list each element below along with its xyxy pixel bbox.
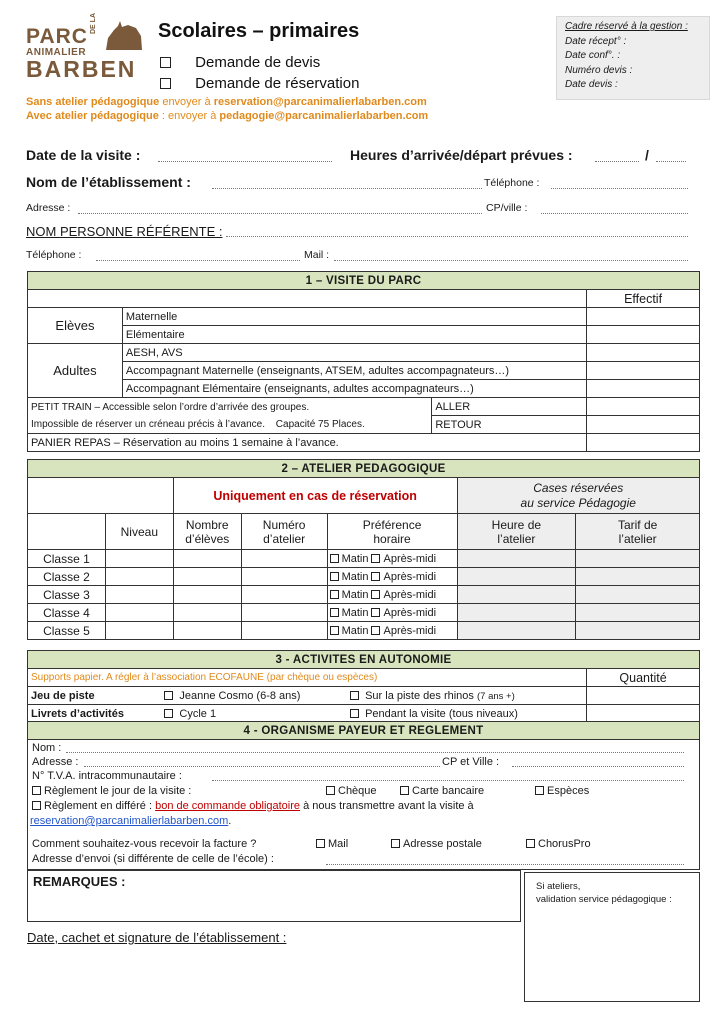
table-row: [28, 550, 700, 568]
payment-deferred: Règlement en différé : bon de commande obligatoire à nous transmettre avant la visite à: [32, 800, 474, 812]
effectif-cell[interactable]: [587, 326, 700, 344]
management-line: Date récept° :: [565, 35, 627, 47]
address-label: Adresse :: [26, 202, 71, 214]
checkbox-quote[interactable]: [160, 57, 171, 68]
checkbox-matin[interactable]: [330, 626, 339, 635]
checkbox-invoice-chorus[interactable]: [526, 839, 535, 848]
jeu-option-1: Jeanne Cosmo (6-8 ans): [161, 687, 347, 705]
row-acc-elementaire: Accompagnant Elémentaire (enseignants, adultes accompagnateurs…): [122, 380, 586, 398]
checkbox-cheque[interactable]: [326, 786, 335, 795]
section1-table: [27, 271, 700, 452]
checkbox-apres-midi[interactable]: [371, 572, 380, 581]
invoice-address-label: Adresse d’envoi (si différente de celle de l’école) :: [32, 853, 274, 865]
departure-field[interactable]: [656, 152, 686, 162]
checkbox-rhinos[interactable]: [350, 691, 359, 700]
checkbox-reservation[interactable]: [160, 78, 171, 89]
checkbox-matin[interactable]: [330, 590, 339, 599]
jeu-label: Jeu de piste: [28, 687, 162, 705]
logo-animalier: ANIMALIER: [26, 47, 87, 58]
invoice-question: Comment souhaitez-vous recevoir la facture ?: [32, 838, 257, 850]
eleves-label: Elèves: [28, 308, 123, 344]
table-row: [28, 622, 700, 640]
payment-day: Règlement le jour de la visite :: [32, 785, 191, 797]
management-line: Numéro devis :: [565, 64, 633, 76]
table-row: [28, 586, 700, 604]
header-numero: Numéro d’atelier: [241, 514, 327, 550]
livrets-label: Livrets d’activités: [28, 705, 162, 723]
checkbox-invoice-postale[interactable]: [391, 839, 400, 848]
visit-date-field[interactable]: [158, 152, 332, 162]
class-label: Classe 3: [28, 586, 106, 604]
header-preference: Préférence horaire: [327, 514, 457, 550]
time-preference: Matin Après-midi: [327, 550, 457, 568]
validation-text: Si ateliers, validation service pédagogique :: [536, 881, 672, 905]
payer-address-label: Adresse :: [32, 756, 79, 768]
class-label: Classe 2: [28, 568, 106, 586]
checkbox-matin[interactable]: [330, 572, 339, 581]
section2-title: 2 – ATELIER PEDAGOGIQUE: [28, 460, 700, 478]
reservation-only: Uniquement en cas de réservation: [173, 478, 457, 514]
time-preference: Matin Après-midi: [327, 568, 457, 586]
order-form-link[interactable]: bon de commande obligatoire: [155, 800, 301, 812]
livrets-option-1: Cycle 1: [161, 705, 347, 723]
table-row: [28, 568, 700, 586]
livrets-option-2: Pendant la visite (tous niveaux): [347, 705, 587, 723]
payer-tva-field[interactable]: [212, 771, 684, 781]
phone2-label: Téléphone :: [26, 249, 82, 261]
phone2-field[interactable]: [96, 251, 300, 261]
payer-name-field[interactable]: [66, 743, 684, 753]
effectif-cell[interactable]: [587, 344, 700, 362]
header-niveau: Niveau: [105, 514, 173, 550]
management-line: Date conf°. :: [565, 50, 621, 61]
payment-especes: Espèces: [535, 785, 589, 797]
payer-name-label: Nom :: [32, 742, 62, 754]
payer-address-field[interactable]: [84, 757, 440, 767]
payment-cheque: Chèque: [326, 785, 377, 797]
effectif-cell[interactable]: [587, 362, 700, 380]
header-tarif: Tarif de l’atelier: [576, 514, 700, 550]
management-line: Date devis :: [565, 79, 618, 90]
effectif-cell[interactable]: [587, 308, 700, 326]
quantite-cell[interactable]: [587, 687, 700, 705]
referent-label: NOM PERSONNE RÉFÉRENTE :: [26, 224, 223, 239]
invoice-chorus: ChorusPro: [526, 838, 591, 850]
section3-title: 3 - ACTIVITES EN AUTONOMIE: [28, 651, 700, 669]
row-aesh: AESH, AVS: [122, 344, 586, 362]
class-label: Classe 4: [28, 604, 106, 622]
mail-field[interactable]: [334, 251, 688, 261]
invoice-address-field[interactable]: [326, 855, 684, 865]
request-reservation[interactable]: Demande de réservation: [160, 75, 359, 92]
visit-date-label: Date de la visite :: [26, 147, 141, 163]
header-nombre: Nombre d’élèves: [173, 514, 241, 550]
contact-email-2[interactable]: pedagogie@parcanimalierlabarben.com: [219, 110, 429, 122]
phone-field[interactable]: [551, 179, 688, 189]
train-retour: RETOUR: [432, 416, 587, 434]
effectif-cell[interactable]: [587, 434, 700, 452]
invoice-mail: Mail: [316, 838, 348, 850]
remarks-title: REMARQUES :: [33, 874, 126, 889]
checkbox-especes[interactable]: [535, 786, 544, 795]
payment-email-line: reservation@parcanimalierlabarben.com.: [30, 815, 232, 827]
checkbox-payment-day[interactable]: [32, 786, 41, 795]
quantite-header: Quantité: [587, 669, 700, 687]
contact-line-1: Sans atelier pédagogique envoyer à reservation@parcanimalierlabarben.com: [26, 96, 427, 108]
petit-train-info: PETIT TRAIN – Accessible selon l’ordre d’arrivée des groupes. Impossible de réserver un créneau précis à l’avance. Capacité 75 Places.: [28, 398, 432, 434]
checkbox-matin[interactable]: [330, 608, 339, 617]
contact-email-1[interactable]: reservation@parcanimalierlabarben.com: [213, 96, 427, 108]
section1-title: 1 – VISITE DU PARC: [28, 272, 700, 290]
establishment-field[interactable]: [212, 179, 482, 189]
quantite-cell[interactable]: [587, 705, 700, 723]
row-elementaire: Elémentaire: [122, 326, 586, 344]
time-preference: Matin Après-midi: [327, 622, 457, 640]
arrival-slash: /: [645, 147, 649, 163]
reservation-email-link[interactable]: reservation@parcanimalierlabarben.com: [30, 815, 229, 827]
rhino-icon: [104, 20, 144, 54]
arrival-label: Heures d’arrivée/départ prévues :: [350, 147, 573, 163]
payer-cp-field[interactable]: [512, 757, 684, 767]
time-preference: Matin Après-midi: [327, 604, 457, 622]
logo-parc: PARC: [26, 25, 88, 48]
logo: [26, 13, 144, 82]
cp-city-label: CP/ville :: [486, 202, 528, 214]
invoice-postale: Adresse postale: [391, 838, 482, 850]
address-field[interactable]: [78, 204, 482, 214]
row-maternelle: Maternelle: [122, 308, 586, 326]
section3-table: [27, 650, 700, 723]
effectif-cell[interactable]: [587, 380, 700, 398]
referent-field[interactable]: [226, 227, 688, 237]
checkbox-pendant-visite[interactable]: [350, 709, 359, 718]
class-label: Classe 1: [28, 550, 106, 568]
page-title: Scolaires – primaires: [158, 20, 360, 42]
jeu-option-2: Sur la piste des rhinos (7 ans +): [347, 687, 587, 705]
phone-label: Téléphone :: [484, 177, 540, 189]
adultes-label: Adultes: [28, 344, 123, 398]
supports-note: Supports papier. A régler à l’association ECOFAUNE (par chèque ou espèces): [28, 669, 587, 687]
time-preference: Matin Après-midi: [327, 586, 457, 604]
checkbox-invoice-mail[interactable]: [316, 839, 325, 848]
checkbox-carte[interactable]: [400, 786, 409, 795]
management-box: [556, 16, 710, 100]
section4-header: [27, 721, 700, 740]
section2-table: [27, 459, 700, 640]
logo-dela: DE LA: [90, 13, 97, 34]
establishment-label: Nom de l’établissement :: [26, 174, 191, 190]
header-heure: Heure de l’atelier: [457, 514, 576, 550]
payer-tva-label: N° T.V.A. intracommunautaire :: [32, 770, 182, 782]
checkbox-cycle1[interactable]: [164, 709, 173, 718]
reserved-pedagogie: Cases réservées au service Pédagogie: [457, 478, 700, 514]
checkbox-apres-midi[interactable]: [371, 554, 380, 563]
table-row: [28, 604, 700, 622]
checkbox-payment-deferred[interactable]: [32, 801, 41, 810]
section4-title: 4 - ORGANISME PAYEUR ET REGLEMENT: [28, 722, 700, 740]
payment-carte: Carte bancaire: [400, 785, 484, 797]
effectif-cell[interactable]: [587, 398, 700, 416]
cp-city-field[interactable]: [541, 204, 688, 214]
signature-label: Date, cachet et signature de l’établissement :: [27, 930, 287, 945]
request-quote[interactable]: Demande de devis: [160, 54, 320, 71]
checkbox-jeanne-cosmo[interactable]: [164, 691, 173, 700]
contact-line-2: Avec atelier pédagogique : envoyer à pedagogie@parcanimalierlabarben.com: [26, 110, 429, 122]
checkbox-apres-midi[interactable]: [371, 608, 380, 617]
class-label: Classe 5: [28, 622, 106, 640]
train-aller: ALLER: [432, 398, 587, 416]
effectif-cell[interactable]: [587, 416, 700, 434]
logo-barben: BARBEN: [26, 56, 137, 82]
checkbox-matin[interactable]: [330, 554, 339, 563]
management-title: Cadre réservé à la gestion :: [565, 21, 688, 32]
checkbox-apres-midi[interactable]: [371, 626, 380, 635]
checkbox-apres-midi[interactable]: [371, 590, 380, 599]
arrival-field[interactable]: [595, 152, 639, 162]
mail-label: Mail :: [304, 249, 330, 261]
row-acc-maternelle: Accompagnant Maternelle (enseignants, ATSEM, adultes accompagnateurs…): [122, 362, 586, 380]
panier-repas: PANIER REPAS – Réservation au moins 1 semaine à l’avance.: [28, 434, 587, 452]
payer-cp-label: CP et Ville :: [442, 756, 500, 768]
effectif-header: Effectif: [587, 290, 700, 308]
